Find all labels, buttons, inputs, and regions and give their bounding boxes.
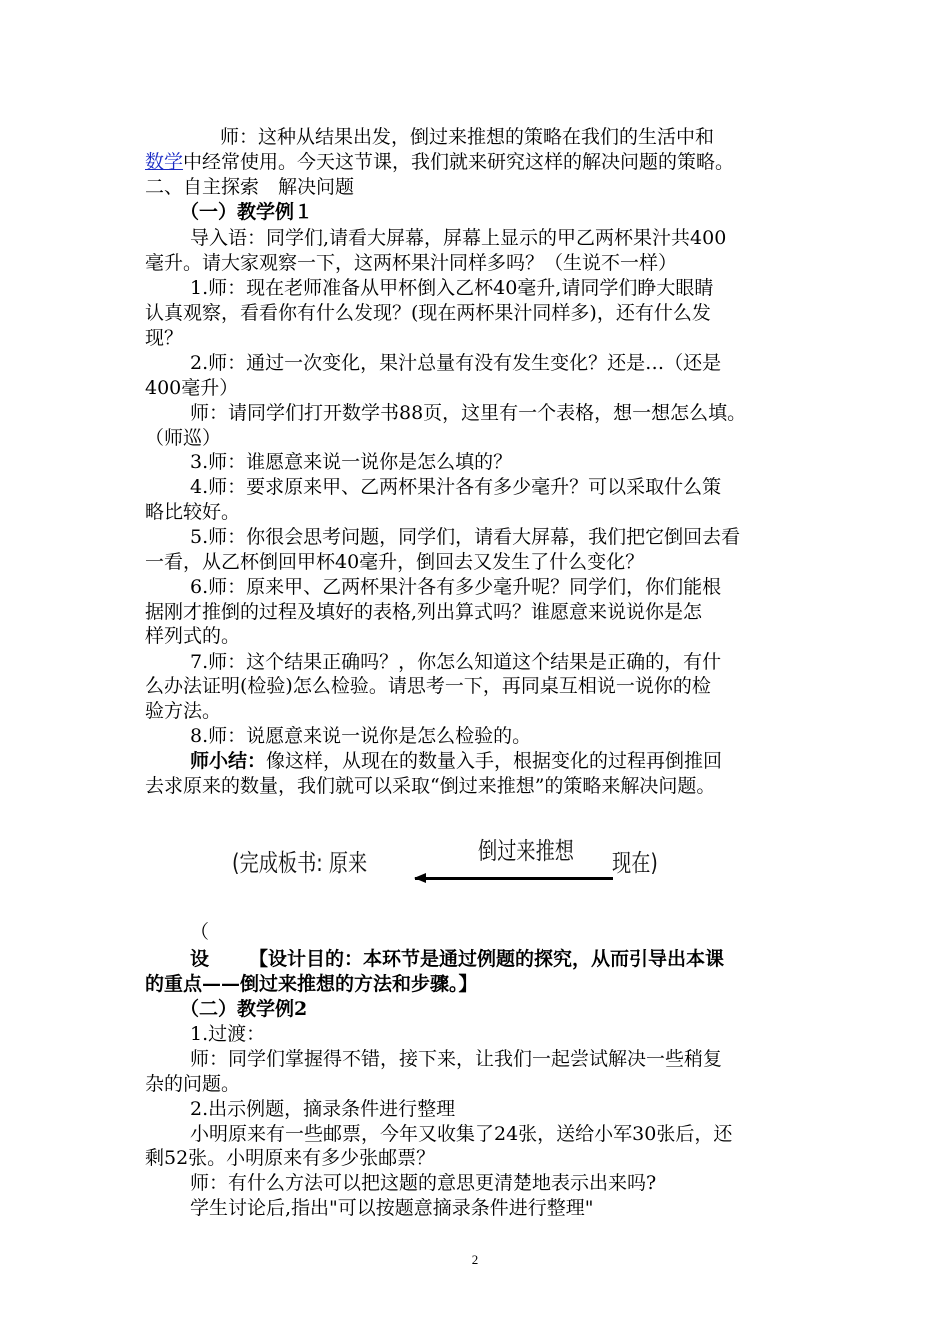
design-purpose-line: 的重点——倒过来推想的方法和步骤。】 [145, 973, 478, 995]
paragraph-line: 3.师：谁愿意来说一说你是怎么填的？ [190, 451, 513, 473]
paragraph-line: 学生讨论后,指出"可以按题意摘录条件进行整理" [190, 1197, 594, 1219]
paragraph-line: 师：这种从结果出发，倒过来推想的策略在我们的生活中和 [220, 126, 715, 148]
paragraph-line: 400毫升） [145, 377, 239, 399]
paragraph-line: 师：同学们掌握得不错，接下来，让我们一起尝试解决一些稍复 [190, 1048, 723, 1070]
paragraph-line: 样列式的。 [145, 625, 241, 647]
paragraph-line: 6.师：原来甲、乙两杯果汁各有多少毫升呢？同学们，你们能根 [190, 576, 722, 598]
paragraph-line: 1.师：现在老师准备从甲杯倒入乙杯40毫升,请同学们睁大眼睛 [190, 277, 714, 299]
subsection-heading: （一）教学例１ [180, 201, 314, 223]
paragraph-line: 毫升。请大家观察一下，这两杯果汁同样多吗？（生说不一样） [145, 252, 678, 274]
paragraph-line: 杂的问题。 [145, 1073, 241, 1095]
paragraph-line: 一看，从乙杯倒回甲杯40毫升，倒回去又发生了什么变化？ [145, 551, 645, 573]
board-middle-text: 倒过来推想 [478, 837, 574, 865]
board-left-text: (完成板书: 原来 [232, 849, 368, 877]
paragraph-line: 去求原来的数量，我们就可以采取“倒过来推想”的策略来解决问题。 [145, 775, 716, 797]
board-right-text: 现在) [612, 849, 658, 877]
design-purpose-line: 设 【设计目的：本环节是通过例题的探究，从而引导出本课 [190, 948, 725, 970]
paragraph-line: 认真观察，看看你有什么发现？(现在两杯果汁同样多)，还有什么发 [145, 302, 711, 324]
paragraph-line: 2.出示例题，摘录条件进行整理 [190, 1098, 456, 1120]
board-arrow-line [415, 877, 613, 880]
paragraph-line: （ [190, 921, 210, 943]
paragraph-line: 验方法。 [145, 700, 222, 722]
paragraph-line: 师：有什么方法可以把这题的意思更清楚地表示出来吗? [190, 1172, 657, 1194]
paragraph-line: 现？ [145, 327, 184, 349]
paragraph-line: 1.过渡： [190, 1023, 266, 1045]
math-link[interactable]: 数学 [145, 151, 184, 173]
summary-label: 师小结： [190, 750, 267, 772]
paragraph-line: 2.师：通过一次变化，果汁总量有没有发生变化？还是…（还是 [190, 352, 722, 374]
board-writing-image [0, 825, 950, 895]
paragraph-line: 么办法证明(检验)怎么检验。请思考一下，再同桌互相说一说你的检 [145, 675, 711, 697]
paragraph-line: 数学中经常使用。今天这节课，我们就来研究这样的解决问题的策略。 [145, 151, 735, 173]
paragraph-line: 剩52张。小明原来有多少张邮票？ [145, 1147, 436, 1169]
paragraph-line: 略比较好。 [145, 501, 241, 523]
page-number: 2 [471, 1252, 479, 1267]
paragraph-line: 8.师：说愿意来说一说你是怎么检验的。 [190, 725, 532, 747]
paragraph-line: 师：请同学们打开数学书88页，这里有一个表格，想一想怎么填。 [190, 402, 747, 424]
paragraph-line: 据刚才推倒的过程及填好的表格,列出算式吗？谁愿意来说说你是怎 [145, 601, 703, 623]
summary-line: 师小结：像这样，从现在的数量入手，根据变化的过程再倒推回 [190, 750, 723, 772]
paragraph-line: 5.师：你很会思考问题，同学们，请看大屏幕，我们把它倒回去看 [190, 526, 741, 548]
section-heading: 二、自主探索 解决问题 [145, 176, 355, 198]
paragraph-line: 导入语：同学们,请看大屏幕，屏幕上显示的甲乙两杯果汁共400 [190, 227, 727, 249]
paragraph-line: 4.师：要求原来甲、乙两杯果汁各有多少毫升？可以采取什么策 [190, 476, 722, 498]
subsection-heading: （二）教学例2 [180, 998, 308, 1020]
paragraph-line: 7.师：这个结果正确吗？，你怎么知道这个结果是正确的，有什 [190, 651, 722, 673]
paragraph-line: 小明原来有一些邮票，今年又收集了24张，送给小军30张后，还 [190, 1123, 733, 1145]
paragraph-line: （师巡） [145, 427, 222, 449]
